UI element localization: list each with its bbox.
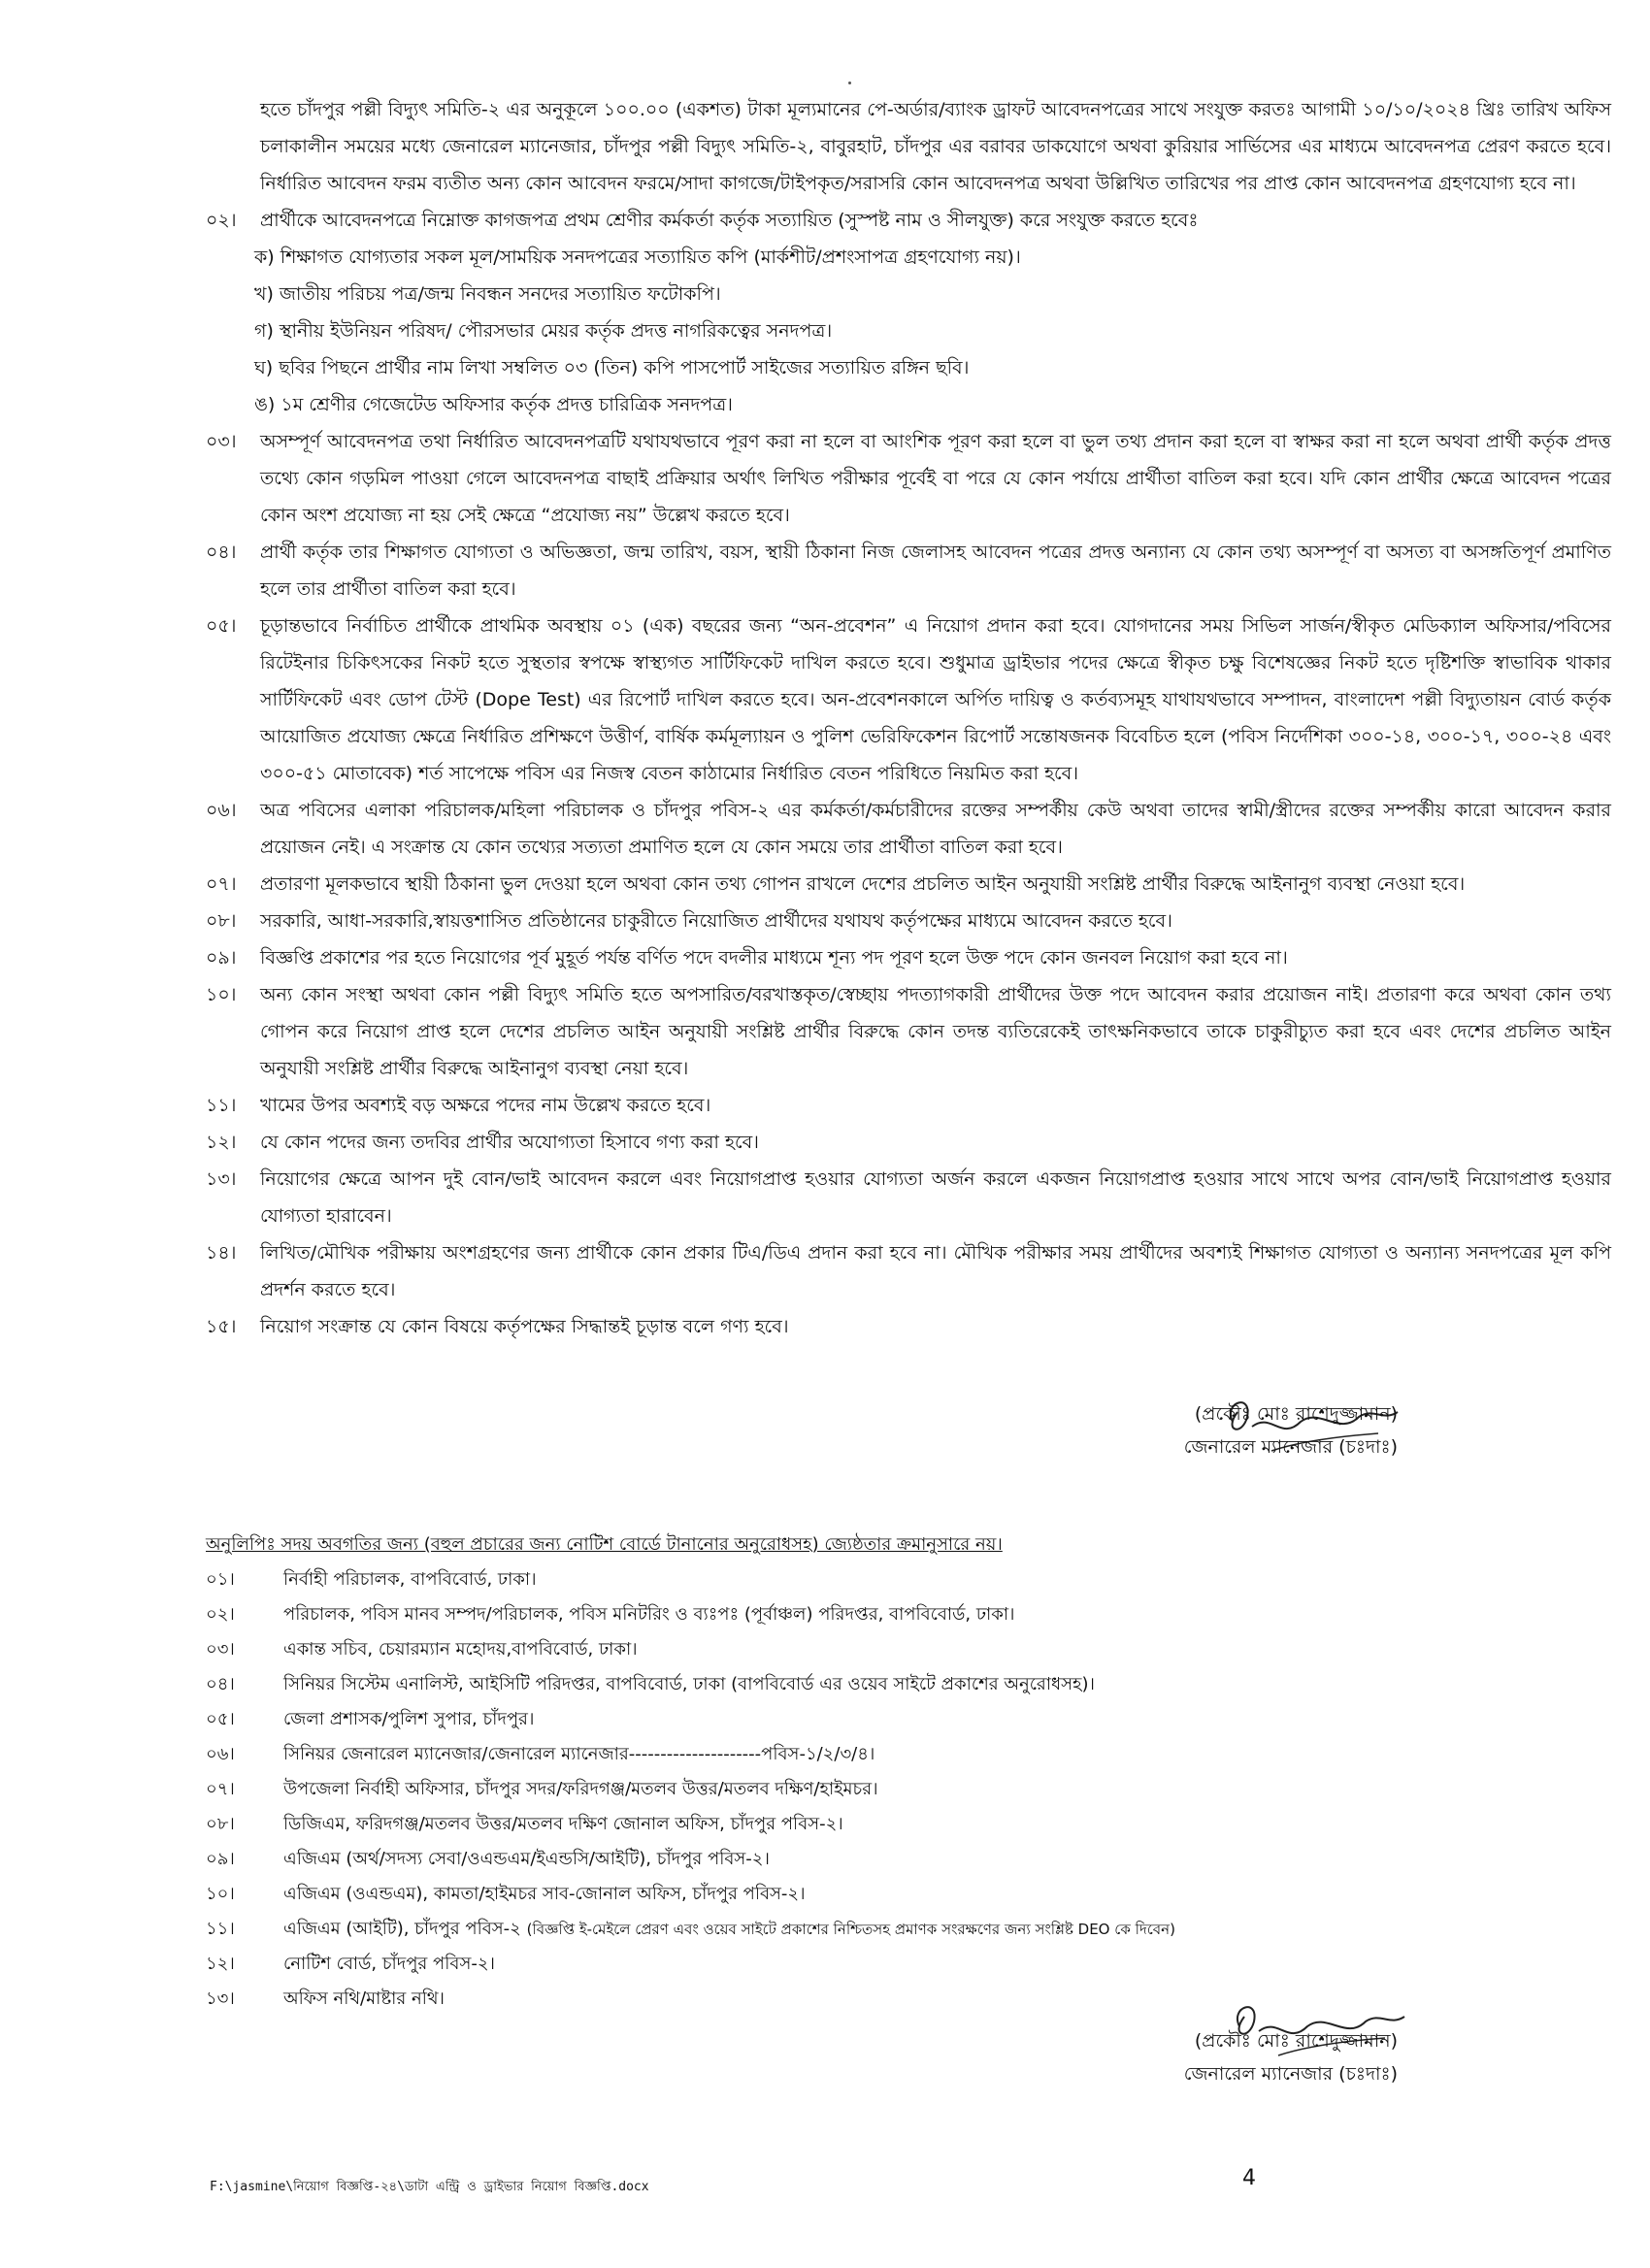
cc-item (206, 1597, 1611, 1632)
cc-text: নির্বাহী পরিচালক, বাপবিবোর্ড, ঢাকা। (283, 1569, 537, 1590)
cc-text-main: এজিএম (আইটি), চাঁদপুর পবিস-২ (283, 1919, 521, 1939)
cc-item (206, 1842, 1611, 1877)
cc-text-note: (বিজ্ঞপ্তি ই-মেইলে প্রেরণ এবং ওয়েব সাইটে প্রকাশের নিশ্চিতসহ প্রমাণক সংরক্ষণের জন্য সংশ্লিষ্ট DEO কে দিবেন) (526, 1921, 1175, 1938)
item-number: ০৬। (206, 800, 237, 821)
item-text: খামের উপর অবশ্যই বড় অক্ষরে পদের নাম উল্লেখ করতে হবে। (260, 1095, 711, 1116)
item-text: প্রার্থী কর্তৃক তার শিক্ষাগত যোগ্যতা ও অভিজ্ঞতা, জন্ম তারিখ, বয়স, স্থায়ী ঠিকানা নিজ জেলাসহ আবেদন পত্রের প্রদত্ত অন্যান্য যে কোন তথ্য অসম্পূর্ণ বা অসত্য বা অসঙ্গতিপূর্ণ প্রমাণিত হলে তার প্রার্থীতা বাতিল করা হবে। (260, 542, 1611, 600)
item-number: ০২। (206, 210, 237, 231)
cc-number: ০৬। (206, 1744, 235, 1764)
list-item-06 (206, 792, 1611, 866)
notice-body (206, 91, 1611, 1345)
cc-text: এজিএম (অর্থ/সদস্য সেবা/ওএন্ডএম/ইএন্ডসি/আইটি), চাঁদপুর পবিস-২। (283, 1849, 770, 1869)
cc-number: ০৩। (206, 1639, 235, 1660)
item-text: চূড়ান্তভাবে নির্বাচিত প্রার্থীকে প্রাথমিক অবস্থায় ০১ (এক) বছরের জন্য “অন-প্রবেশন” এ নিয়োগ প্রদান করা হবে। যোগদানের সময় সিভিল সার্জন/স্বীকৃত মেডিক্যাল অফিসার/পবিসের রিটেইনার চিকিৎসকের নিকট হতে সুস্থতার স্বপক্ষে স্বাস্থ্যগত সার্টিফিকেট দাখিল করতে হবে। শুধুমাত্র ড্রাইভার পদের ক্ষেত্রে স্বীকৃত চক্ষু বিশেষজ্ঞের নিকট হতে দৃষ্টিশক্তি স্বাভাবিক থাকার সার্টিফিকেট এবং ডোপ টেস্ট (Dope Test) এর রিপোর্ট দাখিল করতে হবে। অন-প্রবেশনকালে অর্পিত দায়িত্ব ও কর্তব্যসমূহ যাথাযথভাবে সম্পাদন, বাংলাদেশ পল্লী বিদ্যুতায়ন বোর্ড কর্তৃক আয়োজিত প্রযোজ্য ক্ষেত্রে নির্ধারিত প্রশিক্ষণে উত্তীর্ণ, বার্ষিক কর্মমূল্যায়ন ও পুলিশ ভেরিফিকেশন রিপোর্ট সন্তোষজনক বিবেচিত হলে (পবিস নির্দেশিকা ৩০০-১৪, ৩০০-১৭, ৩০০-২৪ এবং ৩০০-৫১ মোতাবেক) শর্ত সাপেক্ষে পবিস এর নিজস্ব বেতন কাঠামোর নির্ধারিত বেতন পরিধিতে নিয়মিত করা হবে। (260, 615, 1611, 784)
cc-number: ০৯। (206, 1849, 235, 1869)
item-text: সরকারি, আধা-সরকারি,স্বায়ত্তশাসিত প্রতিষ্ঠানের চাকুরীতে নিয়োজিত প্রার্থীদের যথাযথ কর্তৃপক্ষের মাধ্যমে আবেদন করতে হবে। (260, 910, 1172, 932)
item-number: ০৩। (206, 431, 237, 452)
list-item-14 (206, 1234, 1611, 1308)
item-number: ১০। (206, 984, 237, 1005)
signer-title: জেনারেল ম্যানেজার (চঃদাঃ) (1183, 2063, 1398, 2085)
cc-text: পরিচালক, পবিস মানব সম্পদ/পরিচালক, পবিস মনিটরিং ও ব্যঃপঃ (পূর্বাঞ্চল) পরিদপ্তর, বাপবিবোর্ড, ঢাকা। (283, 1604, 1015, 1625)
sub-item-kha: খ) জাতীয় পরিচয় পত্র/জন্ম নিবন্ধন সনদের সত্যায়িত ফটোকপি। (254, 283, 721, 305)
cc-number: ০২। (206, 1604, 235, 1625)
list-item-12 (206, 1124, 1611, 1161)
item-text: প্রতারণা মূলকভাবে স্থায়ী ঠিকানা ভুল দেওয়া হলে অথবা কোন তথ্য গোপন রাখলে দেশের প্রচলিত আইন অনুযায়ী সংশ্লিষ্ট প্রার্থীর বিরুদ্ধে আইনানুগ ব্যবস্থা নেওয়া হবে। (260, 873, 1466, 895)
item-number: ০৪। (206, 542, 237, 563)
item-text: নিয়োগের ক্ষেত্রে আপন দুই বোন/ভাই আবেদন করলে এবং নিয়োগপ্রাপ্ত হওয়ার যোগ্যতা অর্জন করলে একজন নিয়োগপ্রাপ্ত হওয়ার সাথে সাথে অপর বোন/ভাই নিয়োগপ্রাপ্ত হওয়ার যোগ্যতা হারাবেন। (260, 1168, 1611, 1227)
item-text: অত্র পবিসের এলাকা পরিচালক/মহিলা পরিচালক ও চাঁদপুর পবিস-২ এর কর্মকর্তা/কর্মচারীদের রক্তের সম্পর্কীয় কেউ অথবা তাদের স্বামী/স্ত্রীদের রক্তের সম্পর্কীয় কারো আবেদন করার প্রয়োজন নেই। এ সংক্রান্ত যে কোন তথ্যের সত্যতা প্রমাণিত হলে যে কোন সময়ে তার প্রার্থীতা বাতিল করা হবে। (260, 800, 1611, 858)
list-item-02 (206, 202, 1611, 239)
cc-number: ১১। (206, 1919, 235, 1939)
cc-text: সিনিয়র জেনারেল ম্যানেজার/জেনারেল ম্যানেজার---------------------পবিস-১/২/৩/৪। (283, 1744, 875, 1764)
item-number: ১৪। (206, 1242, 237, 1264)
list-item-13 (206, 1161, 1611, 1234)
cc-item (206, 1562, 1611, 1597)
cc-text (283, 1912, 1611, 1947)
item-number: ০৮। (206, 910, 237, 932)
signature-block-1 (1048, 1397, 1398, 1463)
sub-item-gha: ঘ) ছবির পিছনে প্রার্থীর নাম লিখা সম্বলিত ০৩ (তিন) কপি পাসপোর্ট সাইজের সত্যায়িত রঙ্গিন ছবি। (254, 357, 970, 378)
cc-item (206, 1632, 1611, 1667)
item-text: লিখিত/মৌখিক পরীক্ষায় অংশগ্রহণের জন্য প্রার্থীকে কোন প্রকার টিএ/ডিএ প্রদান করা হবে না। মৌখিক পরীক্ষার সময় প্রার্থীদের অবশ্যই শিক্ষাগত যোগ্যতা ও অন্যান্য সনদপত্রের মূল কপি প্রদর্শন করতে হবে। (260, 1242, 1611, 1300)
cc-item (206, 1807, 1611, 1842)
cc-text: সিনিয়র সিস্টেম এনালিস্ট, আইসিটি পরিদপ্তর, বাপবিবোর্ড, ঢাকা (বাপবিবোর্ড এর ওয়েব সাইটে প্রকাশের অনুরোধসহ)। (283, 1674, 1095, 1694)
list-item-05 (206, 608, 1611, 792)
signer-name: (প্রকৌঃ মোঃ রাশেদুজ্জামান) (1194, 2030, 1398, 2052)
cc-text: অফিস নথি/মাষ্টার নথি। (283, 1989, 445, 2009)
item-number: ০৭। (206, 873, 237, 895)
item-text: নিয়োগ সংক্রান্ত যে কোন বিষয়ে কর্তৃপক্ষের সিদ্ধান্তই চূড়ান্ত বলে গণ্য হবে। (260, 1316, 789, 1337)
signer-name: (প্রকৌঃ মোঃ রাশেদুজ্জামান) (1194, 1403, 1398, 1425)
cc-number: ০৫। (206, 1709, 235, 1729)
cc-text: জেলা প্রশাসক/পুলিশ সুপার, চাঁদপুর। (283, 1709, 535, 1729)
list-item-03 (206, 423, 1611, 534)
cc-text: একান্ত সচিব, চেয়ারম্যান মহোদয়,বাপবিবোর্ড, ঢাকা। (283, 1639, 638, 1660)
scan-dot (848, 82, 851, 84)
sub-item-uma: ঙ) ১ম শ্রেণীর গেজেটেড অফিসার কর্তৃক প্রদত্ত চারিত্রিক সনদপত্র। (254, 394, 733, 415)
list-item-07 (206, 866, 1611, 903)
signature-block-2 (1048, 2024, 1398, 2090)
signer-title: জেনারেল ম্যানেজার (চঃদাঃ) (1183, 1436, 1398, 1458)
list-item-15 (206, 1308, 1611, 1345)
cc-number: ১৩। (206, 1989, 235, 2009)
list-item-04 (206, 534, 1611, 608)
item-text: প্রার্থীকে আবেদনপত্রে নিম্নোক্ত কাগজপত্র প্রথম শ্রেণীর কর্মকর্তা কর্তৃক সত্যায়িত (সুস্পষ্ট নাম ও সীলযুক্ত) করে সংযুক্ত করতে হবেঃ (260, 210, 1199, 231)
intro-paragraph: হতে চাঁদপুর পল্লী বিদ্যুৎ সমিতি-২ এর অনুকূলে ১০০.০০ (একশত) টাকা মূল্যমানের পে-অর্ডার/ব্যাংক ড্রাফট আবেদনপত্রের সাথে সংযুক্ত করতঃ আগামী ১০/১০/২০২৪ খ্রিঃ তারিখ অফিস চলাকালীন সময়ের মধ্যে জেনারেল ম্যানেজার, চাঁদপুর পল্লী বিদ্যুৎ সমিতি-২, বাবুরহাট, চাঁদপুর এর বরাবর ডাকযোগে অথবা কুরিয়ার সার্ভিসের এর মাধ্যমে আবেদনপত্র প্রেরণ করতে হবে। নির্ধারিত আবেদন ফরম ব্যতীত অন্য কোন আবেদন ফরমে/সাদা কাগজে/টাইপকৃত/সরাসরি কোন আবেদনপত্র অথবা উল্লিখিত তারিখের পর প্রাপ্ত কোন আবেদনপত্র গ্রহণযোগ্য হবে না। (260, 99, 1611, 194)
cc-text: নোটিশ বোর্ড, চাঁদপুর পবিস-২। (283, 1954, 495, 1974)
file-path-footer: F:\jasmine\নিয়োগ বিজ্ঞপ্তি-২৪\ডাটা এন্ট্রি ও ড্রাইভার নিয়োগ বিজ্ঞপ্তি.docx (210, 2180, 649, 2194)
cc-number: ০৭। (206, 1779, 235, 1799)
cc-item (206, 1737, 1611, 1772)
list-item-08 (206, 903, 1611, 939)
item-number: ১৫। (206, 1316, 237, 1337)
item-number: ০৯। (206, 947, 237, 969)
item-text: অসম্পূর্ণ আবেদনপত্র তথা নির্ধারিত আবেদনপত্রটি যথাযথভাবে পূরণ করা না হলে বা আংশিক পূরণ করা হলে বা ভুল তথ্য প্রদান করা হলে বা স্বাক্ষর করা না হলে অথবা প্রার্থী কর্তৃক প্রদত্ত তথ্যে কোন গড়মিল পাওয়া গেলে আবেদনপত্র বাছাই প্রক্রিয়ার অর্থাৎ লিখিত পরীক্ষার পূর্বেই বা পরে যে কোন পর্যায়ে প্রার্থীতা বাতিল করা হবে। যদি কোন প্রার্থীর ক্ষেত্রে আবেদন পত্রের কোন অংশ প্রযোজ্য না হয় সেই ক্ষেত্রে “প্রযোজ্য নয়” উল্লেখ করতে হবে। (260, 431, 1611, 526)
cc-heading: অনুলিপিঃ সদয় অবগতির জন্য (বহুল প্রচারের জন্য নোটিশ বোর্ডে টানানোর অনুরোধসহ) জ্যেষ্ঠতার ক্রমানুসারে নয়। (206, 1534, 1003, 1555)
cc-item (206, 1912, 1611, 1947)
cc-item (206, 1772, 1611, 1807)
cc-item (206, 1947, 1611, 1982)
cc-text: উপজেলা নির্বাহী অফিসার, চাঁদপুর সদর/ফরিদগঞ্জ/মতলব উত্তর/মতলব দক্ষিণ/হাইমচর। (283, 1779, 878, 1799)
item-text: বিজ্ঞপ্তি প্রকাশের পর হতে নিয়োগের পূর্ব মুহূর্ত পর্যন্ত বর্ণিত পদে বদলীর মাধ্যমে শূন্য পদ পূরণ হলে উক্ত পদে কোন জনবল নিয়োগ করা হবে না। (260, 947, 1288, 969)
item-text: যে কোন পদের জন্য তদবির প্রার্থীর অযোগ্যতা হিসাবে গণ্য করা হবে। (260, 1132, 759, 1153)
item-number: ০৫। (206, 615, 237, 637)
cc-number: ০৮। (206, 1814, 235, 1834)
cc-item (206, 1667, 1611, 1702)
item-number: ১৩। (206, 1168, 237, 1190)
item-text: অন্য কোন সংস্থা অথবা কোন পল্লী বিদ্যুৎ সমিতি হতে অপসারিত/বরখাস্তকৃত/স্বেচ্ছায় পদত্যাগকারী প্রার্থীদের উক্ত পদে আবেদন করার প্রয়োজন নাই। প্রতারণা করে অথবা কোন তথ্য গোপন করে নিয়োগ প্রাপ্ত হলে দেশের প্রচলিত আইন অনুযায়ী সংশ্লিষ্ট প্রার্থীর বিরুদ্ধে কোন তদন্ত ব্যতিরেকেই তাৎক্ষনিকভাবে তাকে চাকুরীচ্যুত করা হবে এবং দেশের প্রচলিত আইন অনুযায়ী সংশ্লিষ্ট প্রার্থীর বিরুদ্ধে আইনানুগ ব্যবস্থা নেয়া হবে। (260, 984, 1611, 1079)
cc-number: ০১। (206, 1569, 235, 1590)
cc-number: ১০। (206, 1884, 235, 1904)
sub-item-ga: গ) স্থানীয় ইউনিয়ন পরিষদ/ পৌরসভার মেয়র কর্তৃক প্রদত্ত নাগরিকত্বের সনদপত্র। (254, 320, 833, 342)
page-number: 4 (1242, 2166, 1256, 2190)
item-number: ১২। (206, 1132, 237, 1153)
cc-text: এজিএম (ওএন্ডএম), কামতা/হাইমচর সাব-জোনাল অফিস, চাঁদপুর পবিস-২। (283, 1884, 806, 1904)
cc-number: ০৪। (206, 1674, 235, 1694)
list-item-10 (206, 976, 1611, 1087)
list-item-09 (206, 939, 1611, 976)
item-number: ১১। (206, 1095, 237, 1116)
cc-text: ডিজিএম, ফরিদগঞ্জ/মতলব উত্তর/মতলব দক্ষিণ জোনাল অফিস, চাঁদপুর পবিস-২। (283, 1814, 843, 1834)
sub-item-ka: ক) শিক্ষাগত যোগ্যতার সকল মূল/সাময়িক সনদপত্রের সত্যায়িত কপি (মার্কশীট/প্রশংসাপত্র গ্রহণযোগ্য নয়)। (254, 247, 1021, 268)
cc-number: ১২। (206, 1954, 235, 1974)
copy-distribution-list (206, 1528, 1611, 2017)
cc-item (206, 1877, 1611, 1912)
cc-item (206, 1702, 1611, 1737)
list-item-11 (206, 1087, 1611, 1124)
